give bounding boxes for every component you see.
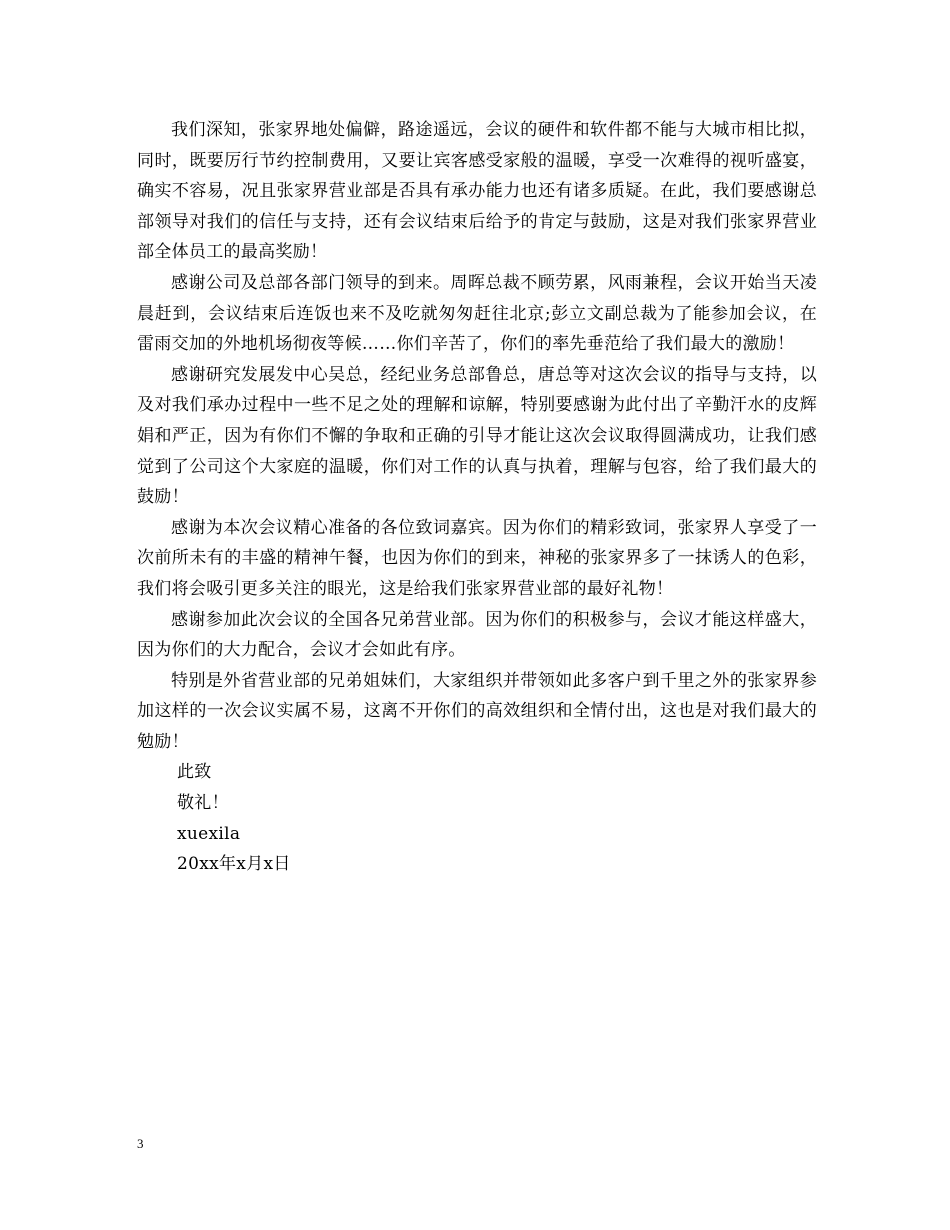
paragraph: 特别是外省营业部的兄弟姐妹们，大家组织并带领如此多客户到千里之外的张家界参加这样的一次会议实属不易，这离不开你们的高效组织和全情付出，这也是对我们最大的勉励！ — [137, 670, 817, 752]
closing-regards: 敬礼！ — [177, 793, 229, 814]
page-number: 3 — [137, 1136, 144, 1151]
paragraph: 感谢研究发展发中心吴总，经纪业务总部鲁总，唐总等对这次会议的指导与支持，以及对我们承办过程中一些不足之处的理解和谅解，特别要感谢为此付出了辛勤汗水的皮辉娟和严正，因为有你们不懈的争取和正确的引导才能让这次会议取得圆满成功，让我们感觉到了公司这个大家庭的温暖，你们对工作的认真与执着，理解与包容，给了我们最大的鼓励！ — [137, 364, 817, 508]
paragraph: 感谢为本次会议精心准备的各位致词嘉宾。因为你们的精彩致词，张家界人享受了一次前所未有的丰盛的精神午餐，也因为你们的到来，神秘的张家界多了一抹诱人的色彩，我们将会吸引更多关注的眼光，这是给我们张家界营业部的最好礼物！ — [137, 517, 817, 599]
paragraph: 感谢公司及总部各部门领导的到来。周晖总裁不顾劳累，风雨兼程，会议开始当天凌晨赶到，会议结束后连饭也来不及吃就匆匆赶往北京;彭立文副总裁为了能参加会议，在雷雨交加的外地机场彻夜等候……你们辛苦了，你们的率先垂范给了我们最大的激励！ — [137, 272, 817, 355]
paragraph: 感谢参加此次会议的全国各兄弟营业部。因为你们的积极参与，会议才能这样盛大，因为你们的大力配合，会议才会如此有序。 — [137, 609, 817, 661]
date-line: 20xx年x月x日 — [177, 854, 291, 875]
closing-salutation: 此致 — [177, 762, 212, 783]
paragraph: 我们深知，张家界地处偏僻，路途遥远，会议的硬件和软件都不能与大城市相比拟，同时，既要厉行节约控制费用，又要让宾客感受家般的温暖，享受一次难得的视听盛宴，确实不容易，况且张家界营业部是否具有承办能力也还有诸多质疑。在此，我们要感谢总部领导对我们的信任与支持，还有会议结束后给予的肯定与鼓励，这是对我们张家界营业部全体员工的最高奖励！ — [137, 120, 817, 263]
signature: xuexila — [177, 823, 241, 844]
letter-body — [137, 115, 817, 880]
